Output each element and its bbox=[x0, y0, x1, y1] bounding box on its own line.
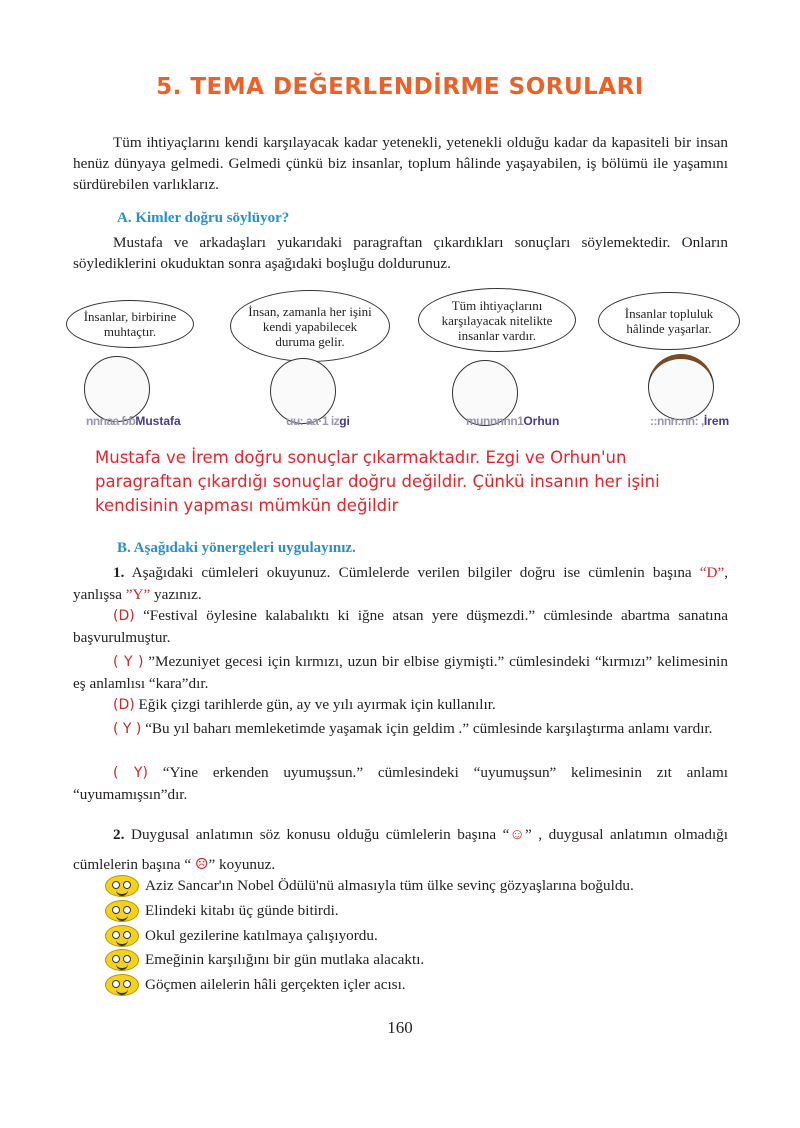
question-2-instruction: 2. Duygusal anlatımın söz konusu olduğu cümlelerin başına “☺” , duygusal anlatımın olmadığı cümlelerin başına “ ☹” koyunuz. bbox=[73, 826, 728, 873]
section-a-heading: A. Kimler doğru söylüyor? bbox=[117, 210, 290, 226]
speech-bubble-irem bbox=[598, 292, 740, 350]
bubble-text: Tüm ihtiyaçlarını karşılayacak nitelikte insanlar vardır. bbox=[441, 297, 553, 343]
question-2-item: Okul gezilerine katılmaya çalışıyordu. bbox=[105, 924, 378, 948]
question-1-item: (D) Eğik çizgi tarihlerde gün, ay ve yılı ayırmak için kullanılır. bbox=[113, 696, 496, 713]
speech-bubble-ezgi bbox=[230, 290, 390, 362]
question-1-item: (D) “Festival öylesine kalabalıktı ki iğne atsan yere düşmezdi.” cümlesinde abartma sanatına başvurulmuştur. bbox=[73, 607, 728, 646]
speech-bubble-mustafa bbox=[66, 300, 194, 348]
smiley-face-icon bbox=[105, 875, 139, 897]
bubble-text: İnsanlar, birbirine muhtaçtır. bbox=[83, 309, 177, 339]
page-number: 160 bbox=[387, 1018, 413, 1037]
student-name-label: munnnnn1Orhun bbox=[466, 414, 560, 428]
bubble-text: İnsan, zamanla her işini kendi yapabilecek duruma gelir. bbox=[248, 303, 372, 349]
smiley-face-icon bbox=[105, 900, 139, 922]
question-1-instruction: 1. Aşağıdaki cümleleri okuyunuz. Cümlelerde verilen bilgiler doğru ise cümlenin başına “D”, yanlışsa ”Y” yazınız. bbox=[73, 564, 728, 603]
student-name-label: nnnaa ɓɓMustafa bbox=[86, 414, 181, 428]
question-2-item: Elindeki kitabı üç günde bitirdi. bbox=[105, 899, 339, 923]
section-a-instruction: Mustafa ve arkadaşları yukarıdaki paragraftan çıkardıkları sonuçları söylemektedir. Onların söylediklerini okuduktan sonra aşağıdaki boşluğu doldurunuz. bbox=[73, 234, 728, 272]
page-title: 5. TEMA DEĞERLENDİRME SORULARI bbox=[156, 74, 644, 100]
question-1-item: ( Y ) “Bu yıl baharı memleketimde yaşamak için geldim .” cümlesinde karşılaştırma anlamı vardır. bbox=[113, 720, 713, 737]
question-2-item: Emeğinin karşılığını bir gün mutlaka alacaktı. bbox=[105, 948, 424, 972]
smile-icon: ☺ bbox=[509, 826, 525, 843]
section-b-heading: B. Aşağıdaki yönergeleri uygulayınız. bbox=[117, 540, 356, 556]
frown-icon: ☹ bbox=[194, 856, 209, 873]
student-avatar bbox=[648, 354, 714, 420]
intro-paragraph: Tüm ihtiyaçlarını kendi karşılayacak kadar yetenekli, yetenekli olduğu kadar da kapasiteli bir insan henüz dünyaya gelmedi. Gelmedi çünkü biz insanlar, toplum hâlinde yaşayabilen, iş bölümü ile yaşamını sürdürebilen varlıklarız. bbox=[73, 134, 728, 193]
question-1-item: ( Y) “Yine erkenden uyumuşsun.” cümlesindeki “uyumuşsun” kelimesinin zıt anlamı “uyumamışsın”dır. bbox=[73, 764, 728, 803]
question-2-item: Göçmen ailelerin hâli gerçekten içler acısı. bbox=[105, 973, 406, 997]
student-name-label: uu: aa·1 izgi bbox=[286, 414, 350, 428]
smiley-face-icon bbox=[105, 974, 139, 996]
student-name-label: ::nnn:nn: ,İrem bbox=[650, 414, 730, 428]
smiley-face-icon bbox=[105, 949, 139, 971]
speech-bubble-orhun bbox=[418, 288, 576, 352]
smiley-face-icon bbox=[105, 925, 139, 947]
question-1-item: ( Y ) ”Mezuniyet gecesi için kırmızı, uzun bir elbise giymişti.” cümlesindeki “kırmızı” kelimesinin eş anlamlısı “kara”dır. bbox=[73, 653, 728, 692]
question-2-item: Aziz Sancar'ın Nobel Ödülü'nü almasıyla tüm ülke sevinç gözyaşlarına boğuldu. bbox=[105, 874, 634, 898]
handwritten-answer: Mustafa ve İrem doğru sonuçlar çıkarmaktadır. Ezgi ve Orhun'un paragraftan çıkardığı sonuçlar doğru değildir. Çünkü insanın her işini kendisinin yapması mümkün değildir bbox=[95, 448, 660, 515]
bubble-text: İnsanlar topluluk hâlinde yaşarlar. bbox=[624, 306, 714, 336]
student-avatar bbox=[84, 356, 150, 422]
